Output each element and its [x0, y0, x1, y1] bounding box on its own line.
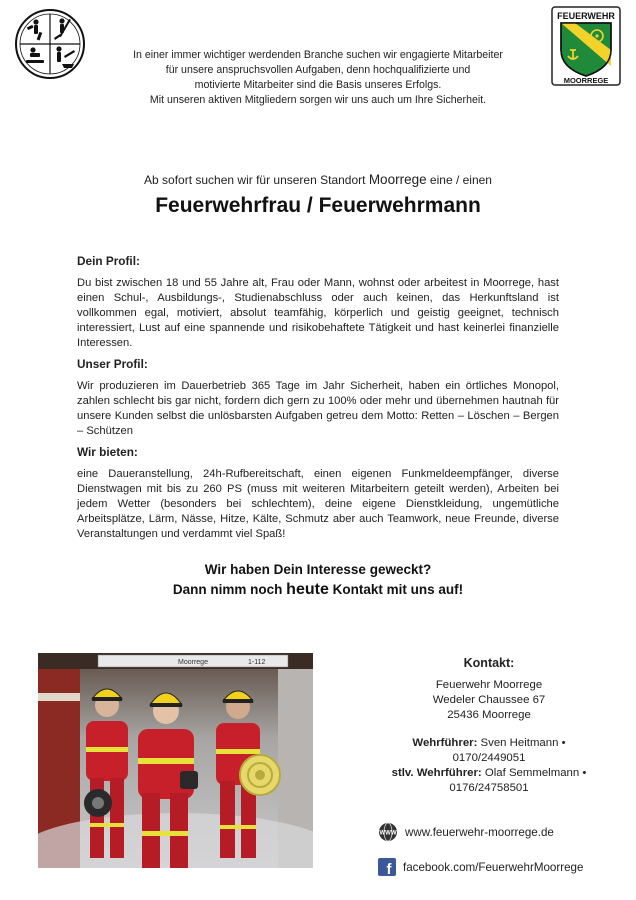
- crest-bottom-text: MOORREGE: [563, 76, 609, 85]
- contact-heading: Kontakt:: [463, 656, 515, 670]
- section-heading-profile: Dein Profil:: [77, 254, 140, 268]
- section-text-profile: Du bist zwischen 18 und 55 Jahre alt, Frau oder Mann, wohnst oder arbeitest in Moorrege, hast einen Schul-, Ausbildungs-, Studienabschluss oder auch keinen, das Herkunftsland ist vollkommen egal, motiviert, absolut teamfähig, körperlich und geistig geeignet, technisch interessiert, Lust auf eine spannende und risikobehaftete Tätigkeit und hast keinerlei finanzielle Interessen.: [77, 277, 559, 349]
- contact-street: Wedeler Chaussee 67: [432, 694, 546, 706]
- intro-paragraph: [100, 48, 536, 108]
- contact-city: 25436 Moorrege: [447, 709, 531, 721]
- cta-line-2: [0, 580, 636, 600]
- crest-top-text: FEUERWEHR: [557, 11, 615, 21]
- photo-sign-code: 1-112: [248, 659, 266, 666]
- job-description: [77, 254, 559, 548]
- deputy-line: [366, 766, 612, 781]
- globe-www-icon: [378, 822, 398, 842]
- photo-sign-text: Moorrege: [178, 659, 208, 666]
- feuerwehr-moorrege-crest: [551, 6, 621, 86]
- chief-name: Sven Heitmann •: [477, 737, 566, 749]
- firefighters-photo: [38, 653, 313, 868]
- cta-line-2-after: Kontakt mit uns auf!: [328, 582, 464, 597]
- cta-line-1: Wir haben Dein Interesse geweckt?: [204, 562, 432, 577]
- section-text-our-profile: Wir produzieren im Dauerbetrieb 365 Tage im Jahr Sicherheit, haben ein örtliches Monopol, zahlen schlecht bis gar nicht, fordern dich gern zu 100% oder mehr und übernehmen hautnah für unsere Kunden selbst die unlösbarsten Aufgaben getreu dem Motto: Retten – Löschen – Bergen – Schützen: [77, 380, 559, 437]
- website-link[interactable]: www.feuerwehr-moorrege.de: [405, 825, 554, 839]
- facebook-icon: [378, 858, 396, 876]
- lead-after: eine / einen: [426, 173, 492, 187]
- intro-line: für unsere anspruchsvollen Aufgaben, denn hochqualifizierte und: [165, 64, 471, 76]
- facebook-link[interactable]: facebook.com/FeuerwehrMoorrege: [403, 860, 584, 874]
- section-heading-our-profile: Unser Profil:: [77, 357, 148, 371]
- deputy-label: stlv. Wehrführer:: [391, 767, 482, 779]
- intro-line: Mit unseren aktiven Mitgliedern sorgen wir uns auch um Ihre Sicherheit.: [149, 94, 487, 106]
- contact-address: [366, 678, 612, 723]
- lead-sentence: [0, 172, 636, 187]
- section-text-we-offer: eine Daueranstellung, 24h-Rufbereitschaft, einen eigenen Funkmeldeempfänger, diverse Dienstwagen mit bis zu 260 PS (muss mit weiteren Mitarbeitern geteilt werden), Arbeiten bei jedem Wetter (besonders bei schlechtem), deine eigene Dienstkleidung, ungemütliche Arbeitsplätze, Lärm, Nässe, Hitze, Kälte, Schmutz aber auch Teamwork, neue Freunde, diverse Veranstaltungen und verdammt viel Spaß!: [77, 468, 559, 540]
- chief-phone[interactable]: 0170/2449051: [452, 752, 526, 764]
- facebook-icon-letter: f: [386, 861, 392, 876]
- lead-before: Ab sofort suchen wir für unseren Standort: [144, 173, 369, 187]
- chief-line: [366, 736, 612, 751]
- facebook-row: [378, 857, 618, 877]
- intro-line: motivierte Mitarbeiter sind die Basis unseres Erfolgs.: [194, 79, 442, 91]
- job-title: Feuerwehrfrau / Feuerwehrmann: [155, 194, 481, 217]
- cta-emphasis: heute: [286, 581, 329, 598]
- lead-location: Moorrege: [368, 172, 427, 187]
- deputy-name: Olaf Semmelmann •: [481, 767, 587, 779]
- chief-label: Wehrführer:: [412, 737, 478, 749]
- www-icon-text: WWW: [379, 830, 397, 837]
- section-heading-we-offer: Wir bieten:: [77, 445, 138, 459]
- firefighter-emblem-logo: [14, 8, 86, 80]
- cta-line-2-before: Dann nimm noch: [172, 582, 287, 597]
- deputy-phone[interactable]: 0176/24758501: [449, 782, 529, 794]
- intro-line: In einer immer wichtiger werdenden Branche suchen wir engagierte Mitarbeiter: [133, 49, 503, 61]
- contact-org: Feuerwehr Moorrege: [435, 679, 543, 691]
- contact-block: [366, 656, 612, 796]
- website-row: [378, 822, 618, 842]
- call-to-action: [0, 560, 636, 600]
